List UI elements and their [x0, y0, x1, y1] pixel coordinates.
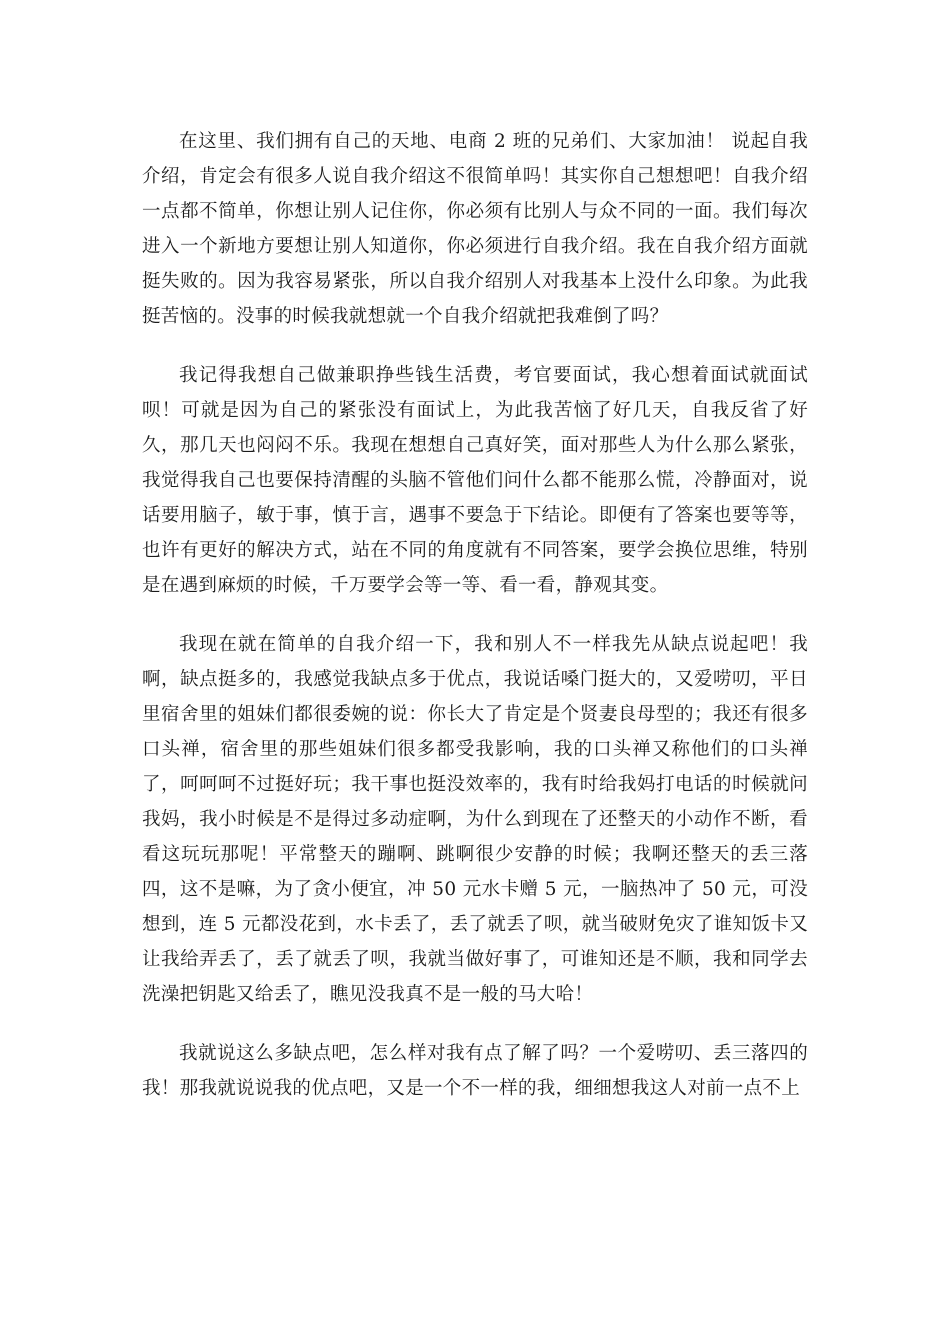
paragraph-1: 在这里、我们拥有自己的天地、电商 2 班的兄弟们、大家加油！ 说起自我介绍，肯定会有很多人说自我介绍这不很简单吗！其实你自己想想吧！自我介绍一点都不简单，你想让别人记住你，你必须有比别人与众不同的一面。我们每次进入一个新地方要想让别人知道你，你必须进行自我介绍。我在自我介绍方面就挺失败的。因为我容易紧张，所以自我介绍别人对我基本上没什么印象。为此我挺苦恼的。没事的时候我就想就一个自我介绍就把我难倒了吗？: [142, 131, 808, 327]
paragraph-2: 我记得我想自己做兼职挣些钱生活费，考官要面试，我心想着面试就面试呗！可就是因为自己的紧张没有面试上，为此我苦恼了好几天，自我反省了好久，那几天也闷闷不乐。我现在想想自己真好笑，面对那些人为什么那么紧张，我觉得我自己也要保持清醒的头脑不管他们问什么都不能那么慌，冷静面对，说话要用脑子，敏于事，慎于言，遇事不要急于下结论。即便有了答案也要等等，也许有更好的解决方式，站在不同的角度就有不同答案，要学会换位思维，特别是在遇到麻烦的时候，千万要学会等一等、看一看，静观其变。: [142, 365, 808, 596]
paragraph-3: 我现在就在简单的自我介绍一下，我和别人不一样我先从缺点说起吧！我啊，缺点挺多的，我感觉我缺点多于优点，我说话嗓门挺大的，又爱唠叨，平日里宿舍里的姐妹们都很委婉的说：你长大了肯定是个贤妻良母型的；我还有很多口头禅，宿舍里的那些姐妹们很多都受我影响，我的口头禅又称他们的口头禅了，呵呵呵不过挺好玩；我干事也挺没效率的，我有时给我妈打电话的时候就问我妈，我小时候是不是得过多动症啊，为什么到现在了还整天的小动作不断，看看这玩玩那呢！平常整天的蹦啊、跳啊很少安静的时候；我啊还整天的丢三落四，这不是嘛，为了贪小便宜，冲 50 元水卡赠 5 元，一脑热冲了 50 元，可没想到，连 5 元都没花到，水卡丢了，丢了就丢了呗，就当破财免灾了谁知饭卡又让我给弄丢了，丢了就丢了呗，我就当做好事了，可谁知还是不顺，我和同学去洗澡把钥匙又给丢了，瞧见没我真不是一般的马大哈！: [142, 634, 808, 1005]
paragraph-4: 我就说这么多缺点吧，怎么样对我有点了解了吗？一个爱唠叨、丢三落四的我！那我就说说我的优点吧，又是一个不一样的我，细细想我这人对前一点不上: [142, 1043, 808, 1099]
document-body: [142, 124, 808, 1130]
